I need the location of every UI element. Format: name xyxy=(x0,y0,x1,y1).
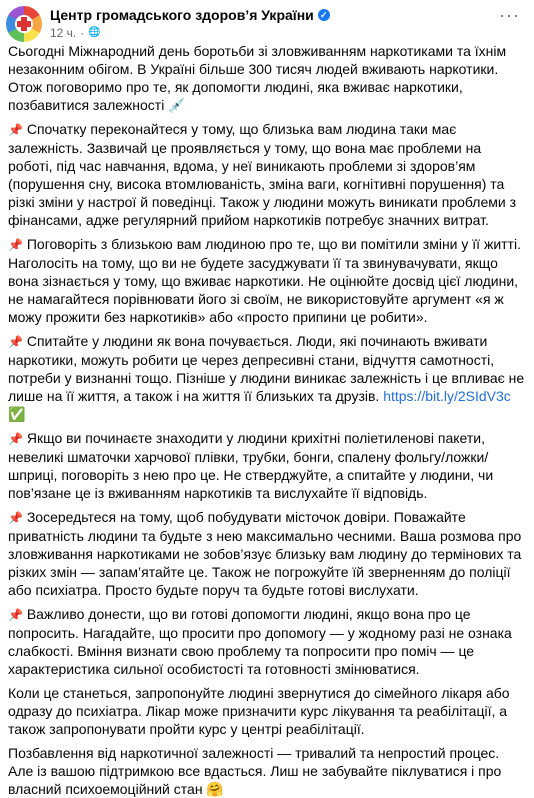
pin-icon: 📌 xyxy=(8,608,23,622)
post-paragraph-3 xyxy=(8,235,526,326)
pin-icon: 📌 xyxy=(8,511,23,525)
page-name[interactable] xyxy=(50,6,330,24)
post-subline xyxy=(50,25,493,41)
pin-icon: 📌 xyxy=(8,432,23,446)
pin-icon: 📌 xyxy=(8,238,23,252)
paragraph-text: Спочатку переконайтеся у тому, що близька вам людина таки має залежність. Зазвичай це проявляється у тому, що вона має проблеми на роботі, під час навчання, вдома, у неї виникають проблеми зі здоров’ям (порушення сну, висока втомлюваність, зміна ваги, когнітивні порушення) та різкі зміни у настрої й поведінці. Також у людини можуть виникати проблеми з фінансами, адже регулярний прийом наркотиків потребує значних витрат. xyxy=(8,121,516,228)
post-paragraph-6 xyxy=(8,508,526,599)
globe-icon: 🌐 xyxy=(88,27,101,38)
post-paragraph-7 xyxy=(8,605,526,678)
post-paragraph-8: Коли це станеться, запропонуйте людині звернутися до сімейного лікаря або одразу до психіатра. Лікар може призначити курс лікування та реабілітації, а також запропонувати пройти курс у центрі реабілітації. xyxy=(8,685,510,737)
post-paragraph-5 xyxy=(8,429,526,502)
post-meta xyxy=(50,6,493,41)
post-paragraph-2 xyxy=(8,120,526,229)
paragraph-text: Якщо ви починаєте знаходити у людини крихітні поліетиленові пакети, невеликі шматочки харчової плівки, трубки, бонги, спалену фольгу/ложки/шприці, поговоріть з нею про це. Не стверджуйте, а спитайте у людини, чи пов’язане це із вживанням наркотиків та вислухайте її відповідь. xyxy=(8,430,494,501)
post-link[interactable]: https://bit.ly/2SIdV3c xyxy=(383,388,511,404)
separator-dot: · xyxy=(80,26,85,40)
post-paragraph-4 xyxy=(8,332,526,423)
pin-icon: 📌 xyxy=(8,335,23,349)
paragraph-text: Важливо донести, що ви готові допомогти людині, якщо вона про це попросить. Нагадайте, що просити про допомогу — у жодному разі не ознака слабкості. Вміння визнати свою проблему та попросити про поміч — це характеристика сильної особистості та готовності змінюватися. xyxy=(8,606,512,677)
paragraph-text: Зосередьтеся на тому, щоб побудувати місточок довіри. Поважайте приватність людини та будьте з нею максимально чесними. Ваша розмова про зловживання наркотиками не зобов’язує близьку вам людину до термінових та різких змін — запам’ятайте це. Також не погрожуйте їй зверненням до поліції або психіатра. Просто будьте поруч та будьте готові вислухати. xyxy=(8,509,522,598)
page-name-text[interactable]: Центр громадського здоров’я України xyxy=(50,7,314,23)
more-options-button[interactable]: ··· xyxy=(499,5,520,25)
post-paragraph-1: Сьогодні Міжнародний день боротьби зі зловживанням наркотиками та їхнім незаконним обігом. В Україні більше 300 тисяч людей вживають наркотики. Отож поговоримо про те, як допомогти людині, яка вживає наркотики, позбавитися залежності 💉 xyxy=(8,43,507,113)
verified-badge-icon: ✓ xyxy=(318,9,330,21)
pin-icon: 📌 xyxy=(8,123,23,137)
paragraph-text: Поговоріть з близькою вам людиною про те, що ви помітили зміни у її житті. Наголосіть на тому, що ви не будете засуджувати її та звинувачувати, якщо вона зізнається у тому, що вживає наркотики. Не оцінюйте досвід цієї людини, не намагайтеся порівнювати його зі своїм, не використовуйте аргумент «я ж можу прожити без наркотиків» або «просто припини це робити». xyxy=(8,236,521,325)
page-avatar[interactable] xyxy=(6,6,42,42)
post-time[interactable]: 12 ч. xyxy=(50,26,77,40)
post-body xyxy=(0,42,534,798)
post-header xyxy=(0,0,534,42)
avatar-cross-icon-2 xyxy=(17,21,31,27)
post-paragraph-9: Позбавлення від наркотичної залежності — тривалий та непростий процес. Але із вашою підтримкою все вдасться. Лиш не забувайте піклуватися і про власний психоемоційний стан 🤗 xyxy=(8,745,502,797)
check-icon: ✅ xyxy=(8,406,26,422)
paragraph-text: Спитайте у людини як вона почувається. Люди, які починають вживати наркотики, можуть робити це через депресивні стани, відчуття самотності, потреби у визнанні тощо. Пізніше у людини виникає залежність і це впливає не лише на її життя, а також і на життя її близьких та друзів. xyxy=(8,333,525,404)
